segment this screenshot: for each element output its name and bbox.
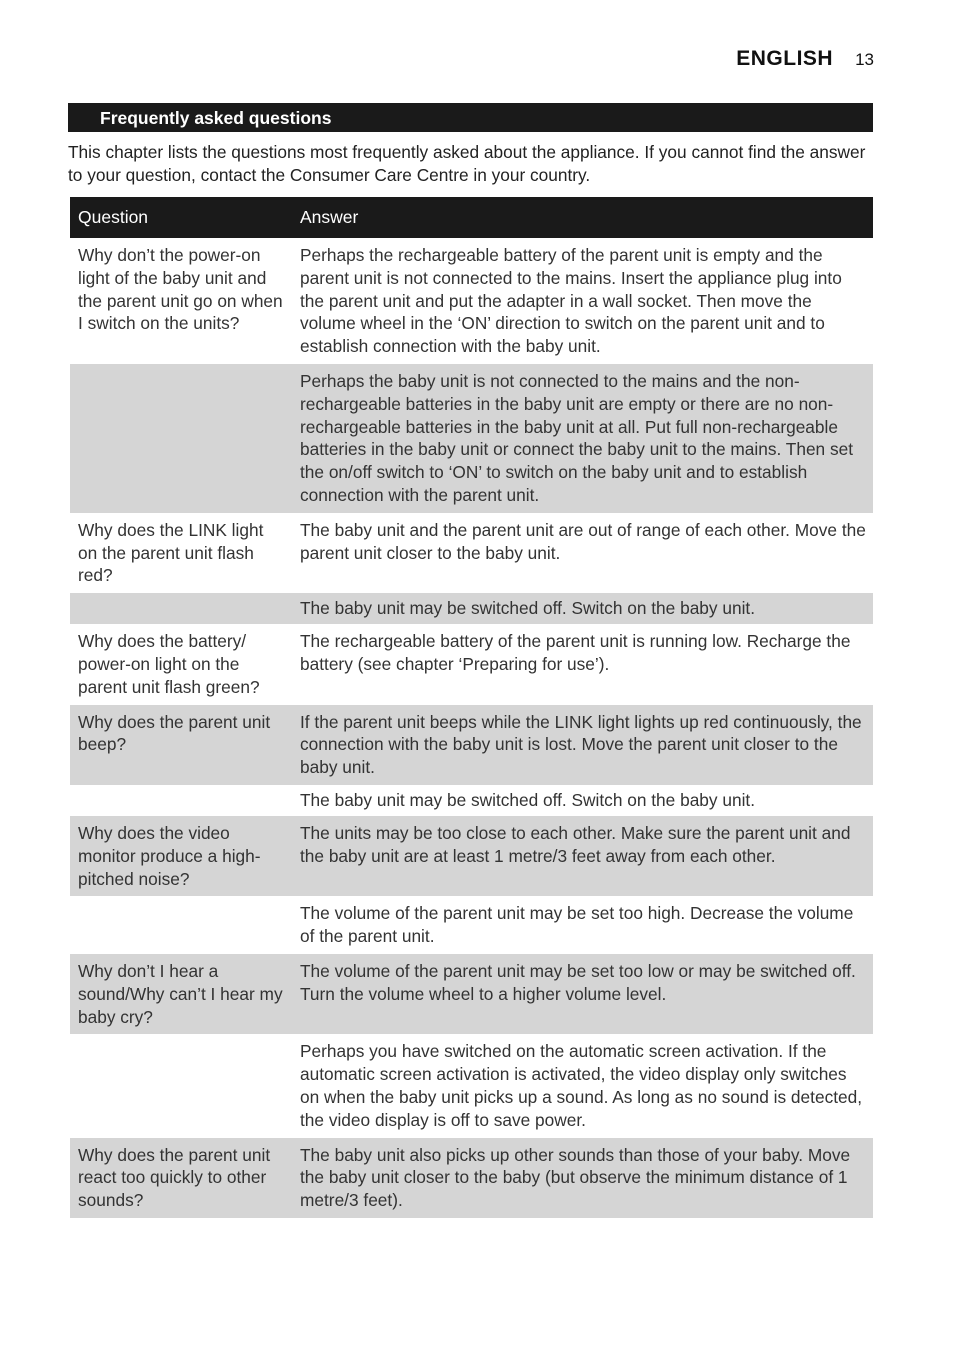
answer-cell: The baby unit may be switched off. Switch on the baby unit.	[292, 593, 873, 624]
answer-cell: The baby unit and the parent unit are out of range of each other. Move the parent unit closer to the baby unit.	[300, 519, 866, 563]
column-header-answer: Answer	[292, 197, 873, 238]
column-header-question: Question	[70, 197, 292, 238]
question-cell	[70, 1034, 292, 1137]
answer-cell: The baby unit may be switched off. Switch on the baby unit.	[300, 789, 756, 810]
question-cell: Why does the parent unit react too quickly to other sounds?	[70, 1138, 292, 1218]
page-header	[736, 47, 874, 71]
question-cell	[70, 364, 292, 513]
table-row	[70, 513, 873, 593]
table-row	[70, 593, 873, 624]
answer-cell: Perhaps the baby unit is not connected to the mains and the non-rechargeable batteries in the baby unit are empty or there are no non-rechargeable batteries in the baby unit at all. Put full non-rechargeable batteries in the baby unit or connect the baby unit to the mains. Then set the on/off switch to ‘ON’ to switch on the baby unit and to establish connection with the parent unit.	[292, 364, 873, 513]
question-cell	[70, 896, 292, 954]
question-cell: Why does the LINK light on the parent unit flash red?	[78, 519, 264, 586]
question-cell	[70, 593, 292, 624]
faq-table	[70, 197, 873, 1218]
intro-paragraph: This chapter lists the questions most frequently asked about the appliance. If you cannot find the answer to your question, contact the Consumer Care Centre in your country.	[68, 142, 866, 185]
page-number: 13	[855, 50, 874, 69]
table-row	[70, 785, 873, 816]
table-row	[70, 364, 873, 513]
table-row	[70, 1138, 873, 1218]
question-cell	[70, 785, 292, 816]
question-cell: Why does the parent unit beep?	[70, 705, 292, 785]
section-title: Frequently asked questions	[68, 103, 873, 132]
answer-cell: If the parent unit beeps while the LINK light lights up red continuously, the connection with the baby unit is lost. Move the parent unit closer to the baby unit.	[292, 705, 873, 785]
question-cell: Why don’t I hear a sound/Why can’t I hear my baby cry?	[70, 954, 292, 1034]
answer-cell: The baby unit also picks up other sounds than those of your baby. Move the baby unit closer to the baby (but observe the minimum distance of 1 metre/3 feet).	[292, 1138, 873, 1218]
answer-cell: The volume of the parent unit may be set too high. Decrease the volume of the parent unit.	[300, 903, 854, 947]
table-row	[70, 954, 873, 1034]
answer-cell: Perhaps the rechargeable battery of the parent unit is empty and the parent unit is not connected to the mains. Insert the appliance plug into the parent unit and put the adapter in a wall socket. Then move the volume wheel in the ‘ON’ direction to switch on the parent unit and to establish connection with the baby unit.	[300, 245, 842, 357]
table-header-row	[70, 197, 873, 238]
question-cell: Why does the battery/ power-on light on the parent unit flash green?	[78, 631, 260, 697]
question-cell: Why don’t the power-on light of the baby unit and the parent unit go on when I switch on the units?	[78, 245, 283, 334]
table-row	[70, 624, 873, 704]
table-row	[70, 238, 873, 364]
answer-cell: The volume of the parent unit may be set too low or may be switched off. Turn the volume wheel to a higher volume level.	[292, 954, 873, 1034]
answer-cell: The rechargeable battery of the parent unit is running low. Recharge the battery (see chapter ‘Preparing for use’).	[300, 631, 851, 674]
answer-cell: The units may be too close to each other. Make sure the parent unit and the baby unit are at least 1 metre/3 feet away from each other.	[292, 816, 873, 896]
table-row	[70, 816, 873, 896]
table-row	[70, 896, 873, 954]
table-row	[70, 1034, 873, 1137]
question-cell: Why does the video monitor produce a high-pitched noise?	[70, 816, 292, 896]
table-row	[70, 705, 873, 785]
language-label: ENGLISH	[736, 47, 834, 70]
answer-cell: Perhaps you have switched on the automatic screen activation. If the automatic screen activation is activated, the video display only switches on when the baby unit picks up a sound. As long as no sound is detected, the video display is off to save power.	[300, 1041, 863, 1130]
